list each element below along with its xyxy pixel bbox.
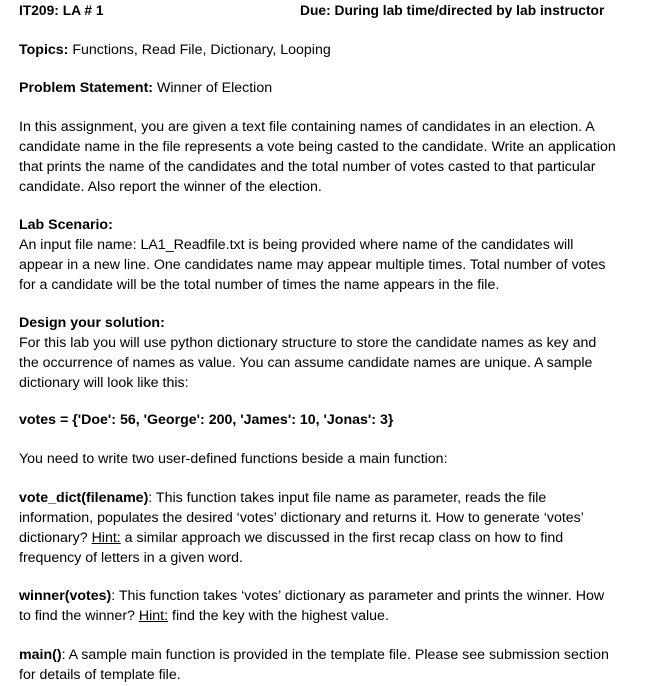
votes-example-code: votes = {'Doe': 56, 'George': 200, 'James': 10, 'Jonas': 3} [19,412,394,428]
scenario-line: appear in a new line. One candidates name may appear multiple times. Total number of votes [19,257,606,273]
topics-label: Topics: [19,42,69,58]
problem-text: Winner of Election [153,80,273,96]
main-desc: : A sample main function is provided in the template file. Please see submission section [61,647,609,663]
intro-line: In this assignment, you are given a text file containing names of candidates in an election. A [19,119,595,135]
hint-label: Hint: [138,608,169,624]
vote-dict-line [19,488,639,508]
intro-line: candidate. Also report the winner of the election. [19,179,322,195]
main-section [19,645,639,685]
design-line: dictionary will look like this: [19,375,189,391]
main-name: main() [19,647,62,663]
hint-label: Hint: [91,530,121,546]
vote-dict-section [19,488,639,568]
design-section [19,313,639,393]
vote-dict-line [19,528,639,548]
vote-dict-name: vote_dict(filename) [19,490,149,506]
scenario-line: An input file name: LA1_Readfile.txt is being provided where name of the candidates will [19,237,574,253]
due-date: Due: During lab time/directed by lab instructor [300,3,605,18]
main-line: for details of template file. [19,667,181,683]
main-line [19,645,639,665]
design-line: the occurrence of names as value. You can assume candidate names are unique. A sample [19,355,593,371]
topics-line [19,40,639,60]
vote-dict-text: a similar approach we discussed in the first recap class on how to find [120,530,564,546]
vote-dict-desc: : This function takes input file name as parameter, reads the file [148,490,547,506]
intro-line: candidate name in the file represents a vote being casted to the candidate. Write an application [19,139,616,155]
document-header [19,1,631,23]
winner-name: winner(votes) [19,588,112,604]
design-heading: Design your solution: [19,315,165,331]
winner-text: to find the winner? [19,608,139,624]
scenario-line: for a candidate will be the total number of times the name appears in the file. [19,277,500,293]
winner-line [19,586,639,606]
intro-line: that prints the name of the candidates and the total number of votes casted to that particular [19,159,596,175]
topics-text: Functions, Read File, Dictionary, Looping [68,42,331,58]
problem-label: Problem Statement: [19,80,154,96]
lab-scenario-section [19,215,639,295]
course-code: IT209: LA # 1 [19,3,104,18]
intro-paragraph [19,117,639,197]
design-line: For this lab you will use python dictionary structure to store the candidate names as key and [19,335,597,351]
functions-intro: You need to write two user-defined functions beside a main function: [19,451,448,467]
document-page [19,0,631,683]
vote-dict-line: information, populates the desired ‘votes’ dictionary and returns it. How to generate ‘votes’ [19,510,584,526]
vote-dict-text: dictionary? [19,530,92,546]
winner-desc: : This function takes ‘votes’ dictionary as parameter and prints the winner. How [111,588,605,604]
vote-dict-line: frequency of letters in a given word. [19,550,243,566]
winner-text: find the key with the highest value. [168,608,389,624]
winner-section [19,586,639,626]
lab-scenario-heading: Lab Scenario: [19,217,113,233]
winner-line [19,606,639,626]
problem-statement-line [19,78,639,98]
